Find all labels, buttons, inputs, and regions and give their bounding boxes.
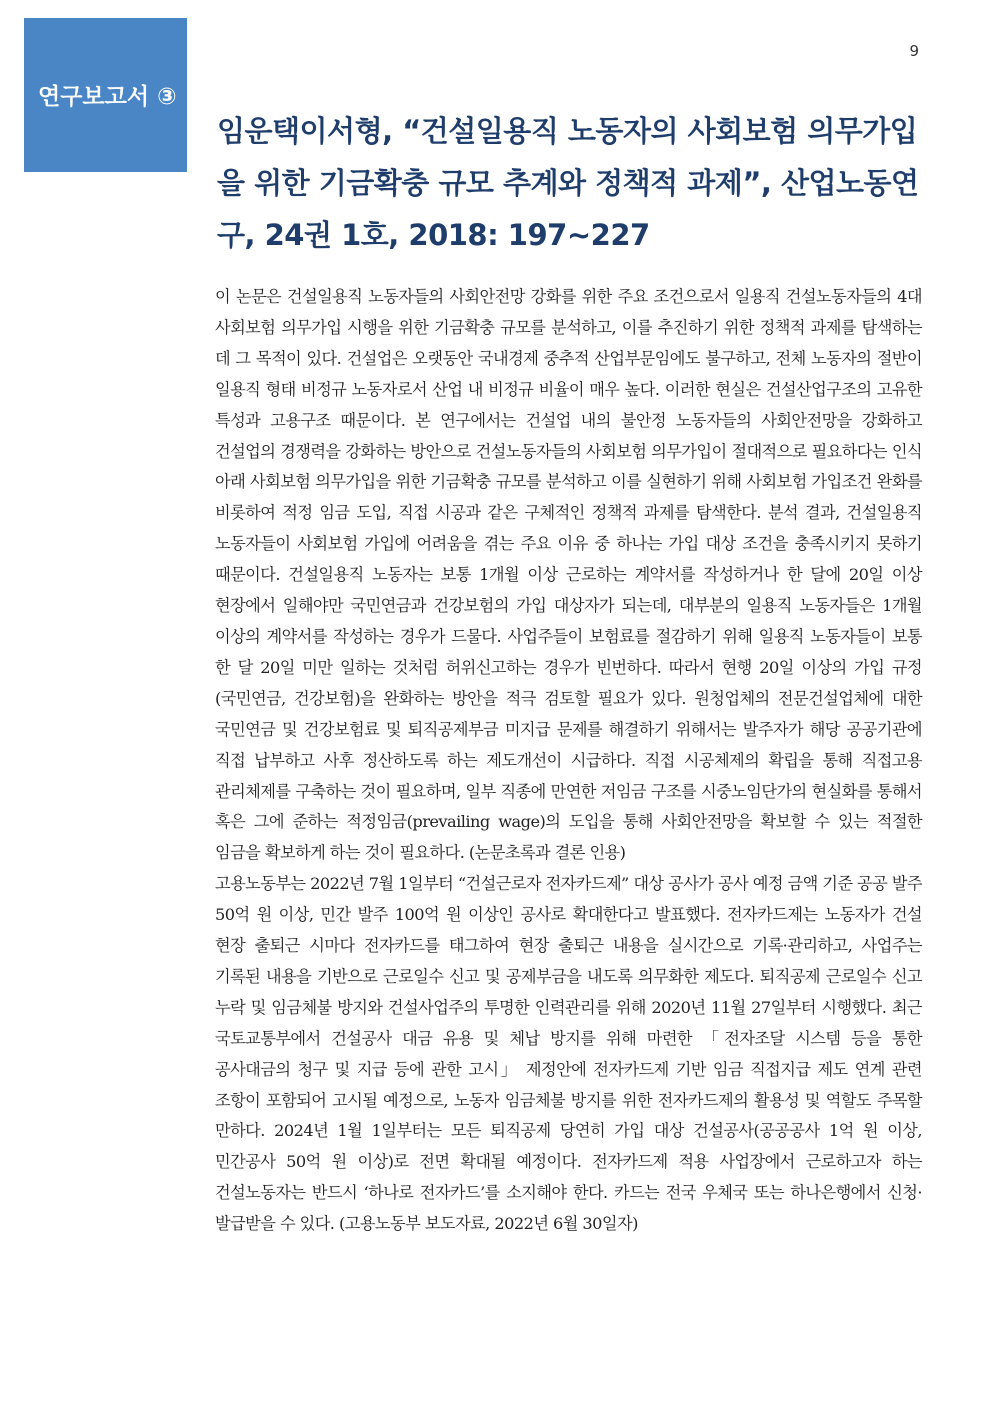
article-title: 임운택이서형, “건설일용직 노동자의 사회보험 의무가입을 위한 기금확충 규모 추계와 정책적 과제”, 산업노동연구, 24권 1호, 2018: 197~227 [217,114,919,252]
section-tag [24,18,187,172]
article-body [215,282,922,1240]
page-number: 9 [909,42,919,60]
notice-paragraph: 고용노동부는 2022년 7월 1일부터 “건설근로자 전자카드제” 대상 공사가 공사 예정 금액 기준 공공 발주 50억 원 이상, 민간 발주 100억 원 이상인 공사로 확대한다고 발표했다. 전자카드제는 노동자가 건설 현장 출퇴근 시마다 전자카드를 태그하여 현장 출퇴근 내용을 실시간으로 기록·관리하고, 사업주는 기록된 내용을 기반으로 근로일수 신고 및 공제부금을 내도록 의무화한 제도다. 퇴직공제 근로일수 신고 누락 및 임금체불 방지와 건설사업주의 투명한 인력관리를 위해 2020년 11월 27일부터 시행했다. 최근 국토교통부에서 건설공사 대금 유용 및 체납 방지를 위해 마련한 「전자조달 시스템 등을 통한 공사대금의 청구 및 지급 등에 관한 고시」 제정안에 전자카드제 기반 임금 직접지급 제도 연계 관련 조항이 포함되어 고시될 예정으로, 노동자 임금체불 방지를 위한 전자카드제의 활용성 및 역할도 주목할 만하다. 2024년 1월 1일부터는 모든 퇴직공제 당연히 가입 대상 건설공사(공공공사 1억 원 이상, 민간공사 50억 원 이상)로 전면 확대될 예정이다. 전자카드제 적용 사업장에서 근로하고자 하는 건설노동자는 반드시 ‘하나로 전자카드’를 소지해야 한다. 카드는 전국 우체국 또는 하나은행에서 신청·발급받을 수 있다. (고용노동부 보도자료, 2022년 6월 30일자) [215,874,922,1234]
section-tag-label: 연구보고서 ③ [38,84,177,110]
abstract-paragraph: 이 논문은 건설일용직 노동자들의 사회안전망 강화를 위한 주요 조건으로서 일용직 건설노동자들의 4대 사회보험 의무가입 시행을 위한 기금확충 규모를 분석하고, 이를 추진하기 위한 정책적 과제를 탐색하는 데 그 목적이 있다. 건설업은 오랫동안 국내경제 중추적 산업부문임에도 불구하고, 전체 노동자의 절반이 일용직 형태 비정규 노동자로서 산업 내 비정규 비율이 매우 높다. 이러한 현실은 건설산업구조의 고유한 특성과 고용구조 때문이다. 본 연구에서는 건설업 내의 불안정 노동자들의 사회안전망을 강화하고 건설업의 경쟁력을 강화하는 방안으로 건설노동자들의 사회보험 의무가입이 절대적으로 필요하다는 인식 아래 사회보험 의무가입을 위한 기금확충 규모를 분석하고 이를 실현하기 위해 사회보험 가입조건 완화를 비롯하여 적정 임금 도입, 직접 시공과 같은 구체적인 정책적 과제를 탐색한다. 분석 결과, 건설일용직 노동자들이 사회보험 가입에 어려움을 겪는 주요 이유 중 하나는 가입 대상 조건을 충족시키지 못하기 때문이다. 건설일용직 노동자는 보통 1개월 이상 근로하는 계약서를 작성하거나 한 달에 20일 이상 현장에서 일해야만 국민연금과 건강보험의 가입 대상자가 되는데, 대부분의 일용직 노동자들은 1개월 이상의 계약서를 작성하는 경우가 드물다. 사업주들이 보험료를 절감하기 위해 일용직 노동자들이 보통 한 달 20일 미만 일하는 것처럼 허위신고하는 경우가 빈번하다. 따라서 현행 20일 이상의 가입 규정(국민연금, 건강보험)을 완화하는 방안을 적극 검토할 필요가 있다. 원청업체의 전문건설업체에 대한 국민연금 및 건강보험료 및 퇴직공제부금 미지급 문제를 해결하기 위해서는 발주자가 해당 공공기관에 직접 납부하고 사후 정산하도록 하는 제도개선이 시급하다. 직접 시공체제의 확립을 통해 직접고용 관리체제를 구축하는 것이 필요하며, 일부 직종에 만연한 저임금 구조를 시중노임단가의 현실화를 통해서 혹은 그에 준하는 적정임금(prevailing wage)의 도입을 통해 사회안전망을 확보할 수 있는 적절한 임금을 확보하게 하는 것이 필요하다. (논문초록과 결론 인용) [215,287,922,863]
